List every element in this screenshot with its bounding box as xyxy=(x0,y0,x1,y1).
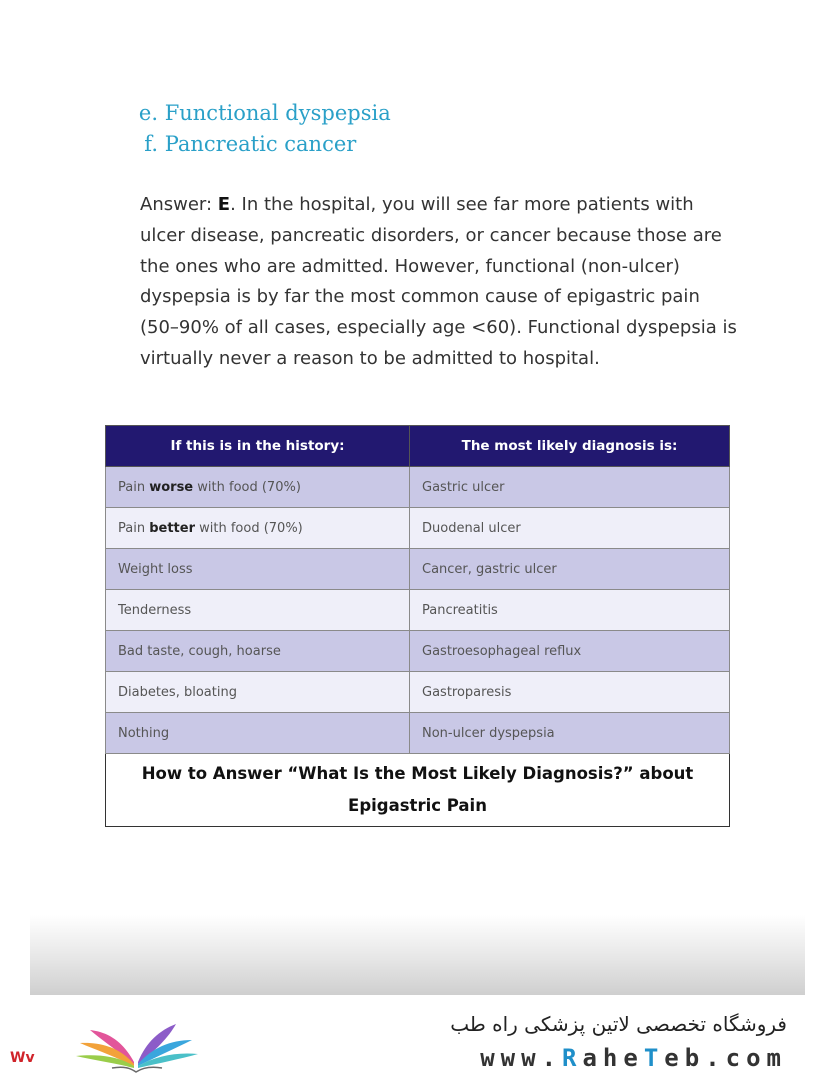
url-highlight: R xyxy=(562,1044,583,1072)
diagnosis-cell: Cancer, gastric ulcer xyxy=(410,549,730,590)
history-emphasis: better xyxy=(149,520,195,536)
history-cell: Tenderness xyxy=(106,590,410,631)
footer-left-mark: Wv xyxy=(10,1050,35,1066)
diagnosis-cell: Pancreatitis xyxy=(410,590,730,631)
table-caption-row xyxy=(106,754,730,827)
table-header-row xyxy=(106,426,730,467)
diagnosis-cell: Gastroesophageal reflux xyxy=(410,631,730,672)
table-row xyxy=(106,467,730,508)
table-row xyxy=(106,672,730,713)
table-row xyxy=(106,713,730,754)
option-text: Pancreatic cancer xyxy=(164,132,357,156)
diagnosis-cell: Non-ulcer dyspepsia xyxy=(410,713,730,754)
url-highlight: T xyxy=(643,1044,665,1072)
store-name: فروشگاه تخصصی لاتین پزشکی راه طب xyxy=(450,1012,787,1036)
answer-prefix: Answer: xyxy=(140,194,218,215)
option-f xyxy=(124,129,391,160)
table-row xyxy=(106,549,730,590)
answer-options-list xyxy=(124,98,391,160)
diagnosis-cell: Gastric ulcer xyxy=(410,467,730,508)
option-text: Functional dyspepsia xyxy=(164,101,391,125)
option-letter: e. xyxy=(138,101,158,125)
website-url xyxy=(480,1044,787,1072)
answer-body: . In the hospital, you will see far more patients with ulcer disease, pancreatic disorders, or cancer because those are the ones who are admitted. However, functional (non-ulcer) dyspepsia is by far the most common cause of epigastric pain (50–90% of all cases, especially age <60). Functional dyspepsia is virtually never a reason to be admitted to hospital. xyxy=(140,194,737,369)
url-part: eb.com xyxy=(664,1044,787,1072)
option-letter: f. xyxy=(144,132,158,156)
history-text: Pain xyxy=(118,520,150,536)
url-part: www. xyxy=(480,1044,563,1072)
table-row xyxy=(106,508,730,549)
history-cell: Nothing xyxy=(106,713,410,754)
history-text: with food (70%) xyxy=(195,520,303,536)
history-emphasis: worse xyxy=(149,479,194,495)
diagnosis-table xyxy=(105,425,730,827)
history-cell: Weight loss xyxy=(106,549,410,590)
history-cell xyxy=(106,508,410,549)
diagnosis-cell: Gastroparesis xyxy=(410,672,730,713)
table-row xyxy=(106,631,730,672)
url-part: ahe xyxy=(582,1044,644,1072)
open-book-logo-icon xyxy=(72,1010,202,1074)
table-caption: How to Answer “What Is the Most Likely Diagnosis?” about Epigastric Pain xyxy=(106,754,730,827)
history-cell: Diabetes, bloating xyxy=(106,672,410,713)
footer-shadow-band xyxy=(30,915,805,995)
history-text: Pain xyxy=(118,479,150,495)
header-history: If this is in the history: xyxy=(106,426,410,467)
answer-letter: E xyxy=(217,194,231,215)
answer-explanation xyxy=(140,190,740,375)
option-e xyxy=(124,98,391,129)
diagnosis-cell: Duodenal ulcer xyxy=(410,508,730,549)
history-text: with food (70%) xyxy=(193,479,301,495)
table-row xyxy=(106,590,730,631)
history-cell: Bad taste, cough, hoarse xyxy=(106,631,410,672)
header-diagnosis: The most likely diagnosis is: xyxy=(410,426,730,467)
history-cell xyxy=(106,467,410,508)
